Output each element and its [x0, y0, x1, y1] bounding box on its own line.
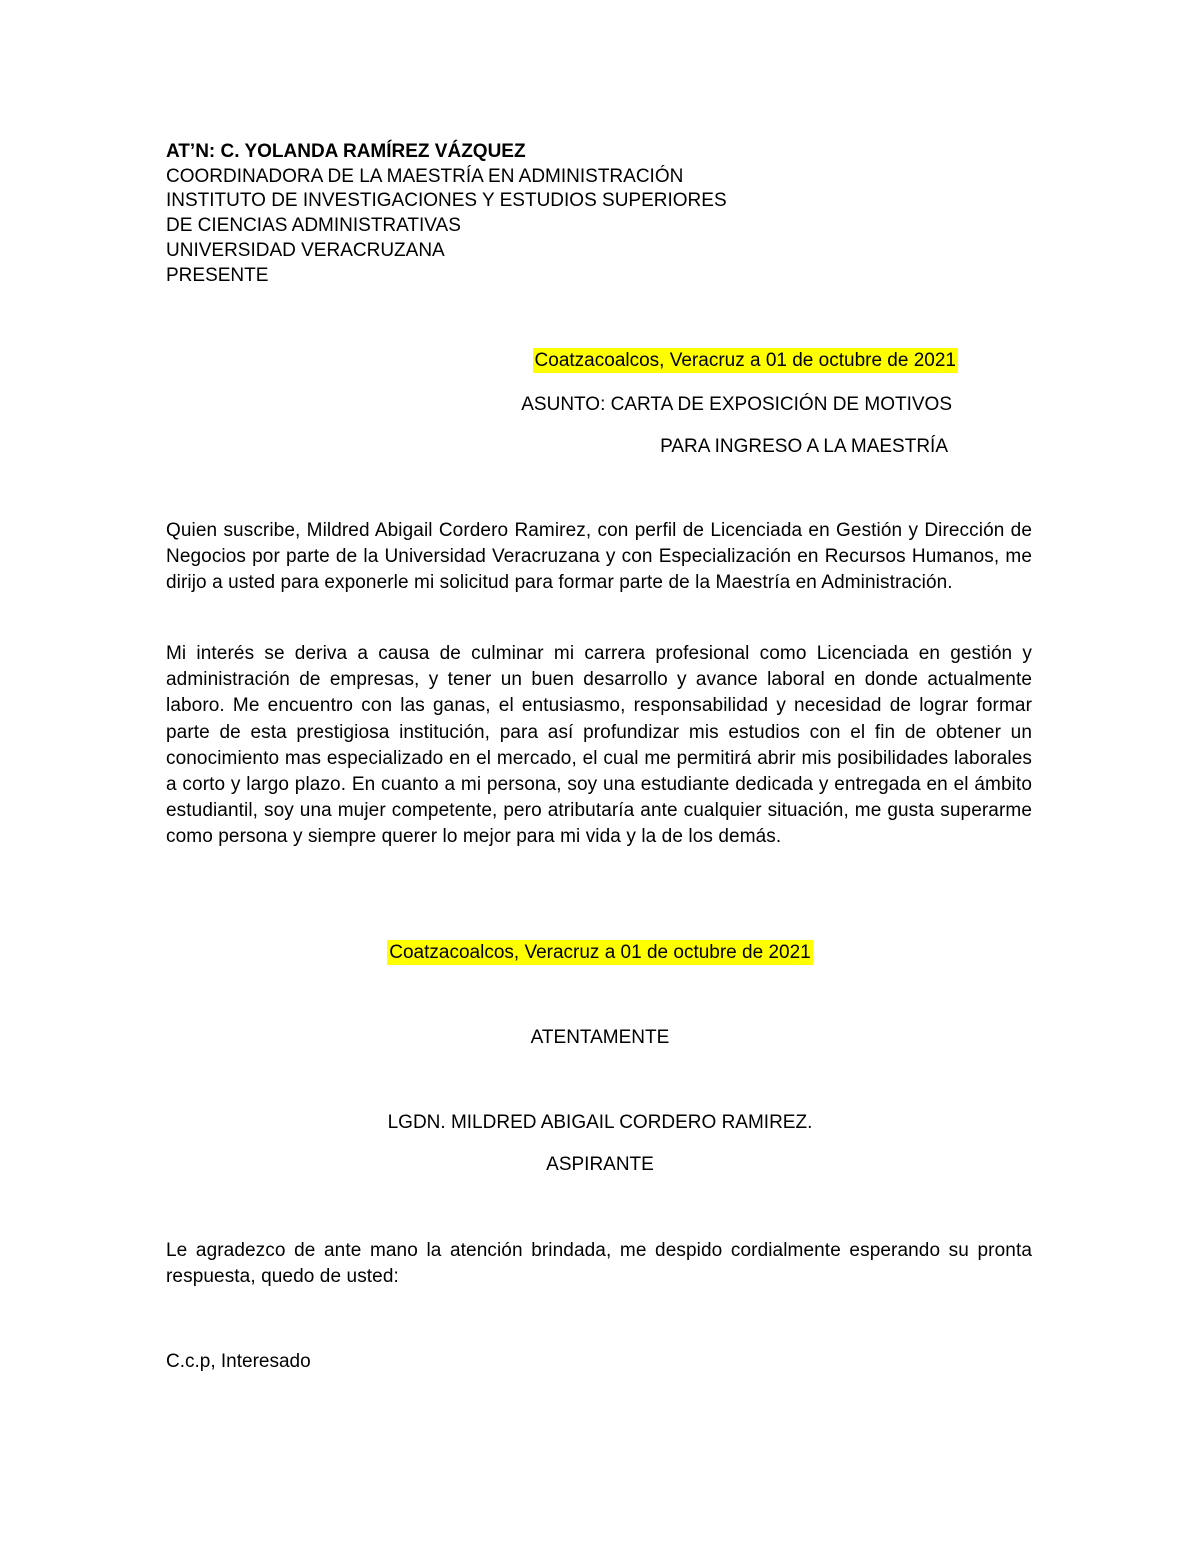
body-paragraph-1: Quien suscribe, Mildred Abigail Cordero Ramirez, con perfil de Licenciada en Gestión y Dirección de Negocios por parte de la Universidad Veracruzana y con Especialización en Recursos Humanos, me dirijo a usted para exponerle mi solicitud para formar parte de la Maestría en Administración. — [166, 520, 1032, 594]
header-date — [533, 349, 958, 373]
closing-date — [0, 941, 1200, 965]
closing-date-text: Coatzacoalcos, Veracruz a 01 de octubre de 2021 — [389, 942, 811, 963]
subject-line-1: ASUNTO: CARTA DE EXPOSICIÓN DE MOTIVOS — [521, 394, 952, 415]
signer-role: ASPIRANTE — [546, 1154, 654, 1175]
recipient-role: COORDINADORA DE LA MAESTRÍA EN ADMINISTRACIÓN — [166, 165, 684, 187]
ccp-line: C.c.p, Interesado — [166, 1351, 311, 1372]
closing-atentamente: ATENTAMENTE — [530, 1027, 670, 1048]
header-date-text: Coatzacoalcos, Veracruz a 01 de octubre de 2021 — [534, 350, 956, 371]
recipient-institute-line1: INSTITUTO DE INVESTIGACIONES Y ESTUDIOS SUPERIORES — [166, 190, 727, 212]
farewell-paragraph: Le agradezco de ante mano la atención brindada, me despido cordialmente esperando su pronta respuesta, quedo de usted: — [166, 1240, 1032, 1288]
signer-name: LGDN. MILDRED ABIGAIL CORDERO RAMIREZ. — [387, 1112, 813, 1133]
recipient-university: UNIVERSIDAD VERACRUZANA — [166, 239, 445, 261]
recipient-block — [166, 140, 727, 288]
subject-line-2: PARA INGRESO A LA MAESTRÍA — [660, 436, 948, 457]
recipient-attn: AT’N: C. YOLANDA RAMÍREZ VÁZQUEZ — [166, 141, 526, 162]
body-paragraph-2: Mi interés se deriva a causa de culminar mi carrera profesional como Licenciada en gestión y administración de empresas, y tener un buen desarrollo y avance laboral en donde actualmente laboro. Me encuentro con las ganas, el entusiasmo, responsabilidad y necesidad de lograr formar parte de esta prestigiosa institución, para así profundizar mis estudios con el fin de obtener un conocimiento mas especializado en el mercado, el cual me permitirá abrir mis posibilidades laborales a corto y largo plazo. En cuanto a mi persona, soy una estudiante dedicada y entregada en el ámbito estudiantil, soy una mujer competente, pero atributaría ante cualquier situación, me gusta superarme como persona y siempre querer lo mejor para mi vida y la de los demás. — [166, 643, 1032, 848]
recipient-institute-line2: DE CIENCIAS ADMINISTRATIVAS — [166, 215, 461, 237]
recipient-presente: PRESENTE — [166, 264, 269, 286]
